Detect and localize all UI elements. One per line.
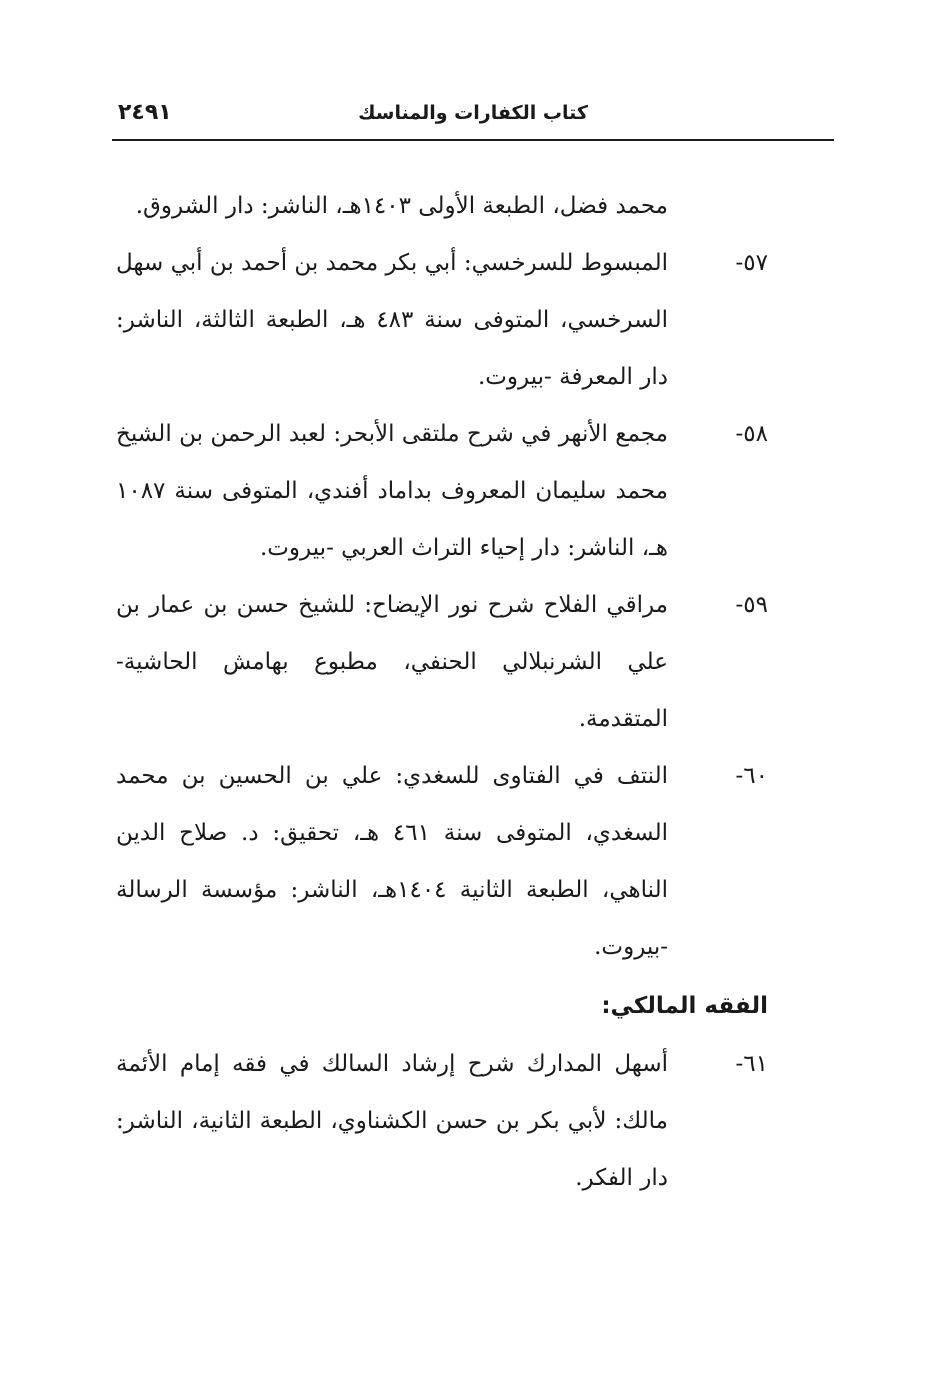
entry-number: ٥٩- bbox=[735, 592, 768, 618]
bibliography-entry-57 bbox=[116, 235, 768, 406]
page-number: ٢٤٩١ bbox=[118, 100, 172, 125]
bibliography-entry-60 bbox=[116, 748, 768, 976]
continued-entry-text: محمد فضل، الطبعة الأولى ١٤٠٣هـ، الناشر: دار الشروق. bbox=[135, 193, 668, 219]
bibliography-list bbox=[116, 178, 768, 1207]
entry-number: ٥٧- bbox=[735, 250, 768, 276]
bibliography-entry-61 bbox=[116, 1036, 768, 1207]
entry-text: مراقي الفلاح شرح نور الإيضاح: للشيخ حسن بن عمار بن علي الشرنبلالي الحنفي، مطبوع بهامش الحاشية- المتقدمة. bbox=[116, 592, 668, 732]
entry-number: ٥٨- bbox=[735, 421, 768, 447]
entry-number: ٦٠- bbox=[735, 763, 768, 789]
header-divider bbox=[112, 139, 834, 141]
section-heading-maliki-fiqh: الفقه المالكي: bbox=[601, 993, 768, 1019]
entry-text: المبسوط للسرخسي: أبي بكر محمد بن أحمد بن أبي سهل السرخسي، المتوفى سنة ٤٨٣ هـ، الطبعة الثالثة، الناشر: دار المعرفة -بيروت. bbox=[116, 250, 668, 390]
entry-text: أسهل المدارك شرح إرشاد السالك في فقه إمام الأئمة مالك: لأبي بكر بن حسن الكشناوي، الطبعة الثانية، الناشر: دار الفكر. bbox=[116, 1051, 668, 1191]
entry-text: النتف في الفتاوى للسغدي: علي بن الحسين بن محمد السغدي، المتوفى سنة ٤٦١ هـ، تحقيق: د. صلاح الدين الناهي، الطبعة الثانية ١٤٠٤هـ، الناشر: مؤسسة الرسالة -بيروت. bbox=[116, 763, 669, 960]
running-header bbox=[112, 100, 834, 136]
bibliography-entry-58 bbox=[116, 406, 768, 577]
entry-number: ٦١- bbox=[735, 1051, 768, 1077]
entry-text: مجمع الأنهر في شرح ملتقى الأبحر: لعبد الرحمن بن الشيخ محمد سليمان المعروف بداماد أفندي، المتوفى سنة ١٠٨٧ هـ، الناشر: دار إحياء التراث العربي -بيروت. bbox=[116, 421, 668, 561]
book-title: كتاب الكفارات والمناسك bbox=[358, 102, 588, 124]
bibliography-entry-59 bbox=[116, 577, 768, 748]
